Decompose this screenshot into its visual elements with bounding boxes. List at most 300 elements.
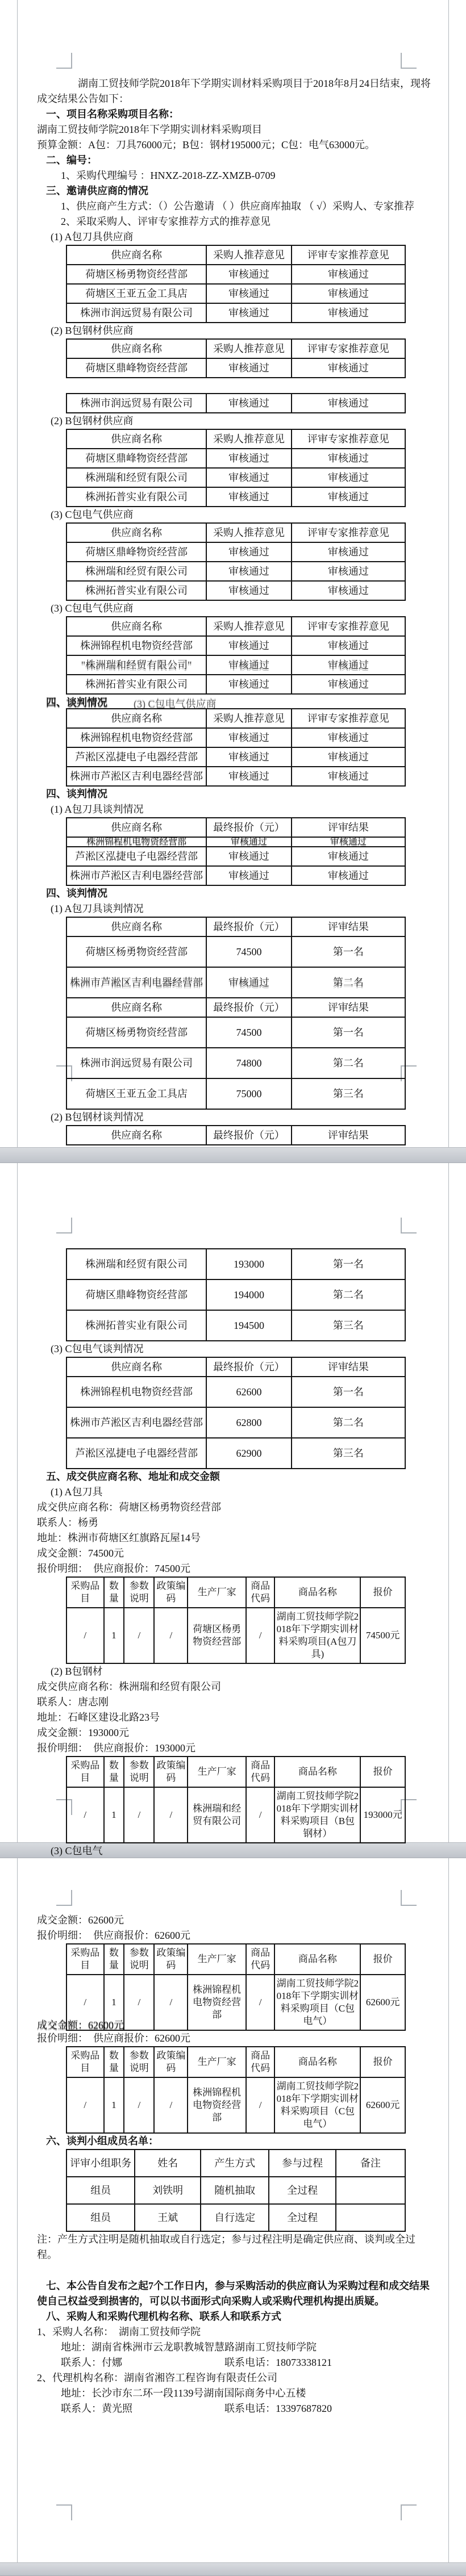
table: [66, 2046, 406, 2134]
table-row: [66, 1438, 405, 1469]
garbled-overlap-text: [37, 695, 434, 708]
table-cell: 参数说明: [124, 1757, 154, 1787]
table-cell: 荷塘区鼎峰物资经营部: [66, 449, 206, 468]
table-cell: 最终报价（元）: [206, 917, 292, 936]
table: [66, 917, 406, 1110]
table-cell: 株洲锦程机电物资经营部: [66, 636, 206, 655]
table-cell: /: [246, 1787, 275, 1843]
table-row: [66, 837, 405, 847]
paragraph: (1) A包刀具: [51, 1486, 103, 1498]
table-row: [66, 1407, 405, 1438]
table-cell: 采购品目: [66, 2047, 104, 2077]
table-cell: 株洲拓普实业有限公司: [66, 675, 206, 694]
table-row: [66, 394, 405, 413]
spacer: [37, 2263, 434, 2278]
table-cell: 供应商名称: [66, 1126, 206, 1145]
table-cell: 审核通过: [206, 265, 292, 284]
garbled-text: 成交金额：62600元: [37, 2019, 124, 2031]
table-cell: 评审小组职务: [66, 2150, 135, 2177]
table-cell: 王斌: [135, 2204, 201, 2231]
table-cell: 株洲瑞和经贸有限公司: [66, 468, 206, 487]
table-header-row: [66, 429, 405, 449]
table-cell: 株洲锦程机电物资经营部: [66, 837, 206, 847]
paragraph: (1) A包刀具谈判情况: [51, 903, 144, 914]
table-cell: 审核通过: [206, 303, 292, 323]
table-cell: 审核通过: [292, 747, 405, 767]
table-cell: 株洲锦程机电物资经营部: [66, 1377, 206, 1407]
table-cell: 荷塘区杨勇物资经营部: [188, 1608, 246, 1663]
table-cell: 湖南工贸技师学院2018年下学期实训材料采购项目（C包电气）: [274, 2077, 360, 2133]
table-cell: 评审专家推荐意见: [292, 523, 405, 542]
table-cell: 审核通过: [206, 675, 292, 694]
table-cell: 湖南工贸技师学院2018年下学期实训材料采购项目（B包钢材）: [274, 1787, 360, 1843]
table-row: [66, 468, 405, 487]
table-row: [66, 1608, 405, 1663]
table-header-row: [66, 1944, 405, 1975]
table-header-row: [66, 1126, 405, 1145]
table-cell: 审核通过: [206, 581, 292, 600]
table-row: [66, 303, 405, 323]
paragraph: 成交供应商名称：荷塘区杨勇物资经营部: [37, 1502, 221, 1513]
document-page-1: [17, 0, 449, 1147]
paragraph: 成交供应商名称：株洲瑞和经贸有限公司: [37, 1681, 221, 1692]
table-cell: 审核通过: [206, 468, 292, 487]
table-cell: 参数说明: [124, 1944, 154, 1975]
table-cell: 评审结果: [292, 818, 405, 837]
table-cell: 采购人推荐意见: [206, 709, 292, 728]
table-cell: 62600: [206, 1377, 292, 1407]
table-cell: 株洲拓普实业有限公司: [66, 581, 206, 600]
table-cell: 数量: [104, 1757, 124, 1787]
table-row: [66, 358, 405, 378]
table-cell: 报价: [360, 2047, 405, 2077]
spacer: [37, 378, 434, 393]
paragraph: 成交金额：193000元: [37, 1727, 129, 1738]
table-cell: 报价: [360, 1757, 405, 1787]
table: [66, 1756, 406, 1843]
table-cell: 最终报价（元）: [206, 1126, 292, 1145]
table-row: [66, 2077, 405, 2133]
table-cell: 审核通过: [292, 847, 405, 866]
table-cell: 审核通过: [292, 581, 405, 600]
section-heading: 六、谈判小组成员名单：: [46, 2135, 159, 2147]
table: [66, 1125, 406, 1145]
table-cell: 芦淞区泓捷电子电器经营部: [66, 747, 206, 767]
table-cell: 审核通过: [206, 837, 292, 847]
table-cell: 62800: [206, 1407, 292, 1438]
table-cell: 数量: [104, 1944, 124, 1975]
table-cell: 供应商名称: [66, 917, 206, 936]
table-cell: 第一名: [292, 1249, 405, 1279]
paragraph: (3) C包电气: [51, 1845, 103, 1856]
table-row: [66, 1078, 405, 1109]
table-row: [66, 265, 405, 284]
table-cell: 审核通过: [292, 562, 405, 581]
paragraph: 湖南工贸技师学院2018年下学期实训材料采购项目于2018年8月24日结束，现将成交结果公告如下：: [37, 78, 431, 104]
table-row: [66, 728, 405, 747]
table: [66, 616, 406, 695]
table-cell: 商品代码: [246, 1577, 275, 1608]
table-cell: 荷塘区王亚五金工具店: [66, 284, 206, 303]
paragraph: (2) B包钢材供应商: [51, 415, 134, 426]
table-cell: 审核通过: [206, 284, 292, 303]
table-cell: 生产厂家: [188, 2047, 246, 2077]
table-cell: 株洲瑞和经贸有限公司: [66, 1249, 206, 1279]
table-cell: 审核通过: [292, 837, 405, 847]
table-cell: 株洲市芦淞区吉利电器经营部: [66, 866, 206, 885]
section-heading: 五、成交供应商名称、地址和成交金额: [46, 1471, 220, 1482]
table-cell: 审核通过: [206, 767, 292, 786]
table-cell: 供应商名称: [66, 339, 206, 358]
table-cell: 74500: [206, 1017, 292, 1048]
paragraph: 1、采购人名称： 湖南工贸技师学院: [37, 2326, 201, 2337]
table-cell: 74800: [206, 1048, 292, 1078]
table-cell: 生产厂家: [188, 1757, 246, 1787]
table-cell: 62600元: [360, 1975, 405, 2030]
table-cell: 第一名: [292, 936, 405, 967]
paragraph: 地址：长沙市东二环一段1139号湖南国际商务中心五楼: [61, 2387, 306, 2399]
table: [66, 708, 406, 787]
page-3-content: [18, 1858, 448, 2416]
paragraph: 成交金额：74500元: [37, 1548, 124, 1559]
table: [66, 338, 406, 378]
table-cell: 75000: [206, 1078, 292, 1109]
section-heading: 八、采购人和采购代理机构名称、联系人和联系方式: [46, 2311, 281, 2322]
table-cell: /: [66, 1608, 104, 1663]
table-cell: 组员: [66, 2204, 135, 2231]
table-row: [66, 542, 405, 562]
table-cell: 组员: [66, 2177, 135, 2204]
table-row: [66, 1017, 405, 1048]
paragraph: 湖南工贸技师学院2018年下学期实训材料采购项目: [37, 124, 262, 135]
table-cell: 审核通过: [206, 562, 292, 581]
table-cell: /: [124, 2077, 154, 2133]
table-cell: 湖南工贸技师学院2018年下学期实训材料采购项目（C包电气）: [274, 1975, 360, 2030]
table-cell: 1: [104, 2077, 124, 2133]
table-cell: 采购品目: [66, 1577, 104, 1608]
section-heading: 二、编号：: [46, 154, 97, 166]
table-cell: 株洲锦程机电物资经营部: [188, 1975, 246, 2030]
table-cell: 商品代码: [246, 2047, 275, 2077]
table-cell: 审核通过: [206, 747, 292, 767]
table-cell: [336, 2177, 405, 2204]
table-cell: 供应商名称: [66, 429, 206, 449]
table-row: [66, 1310, 405, 1341]
table-cell: 商品代码: [246, 1757, 275, 1787]
table: [66, 522, 406, 601]
table-cell: 第三名: [292, 1438, 405, 1469]
paragraph: 联系人：杨勇: [37, 1517, 98, 1528]
table-cell: 株洲市芦淞区吉利电器经营部: [66, 1407, 206, 1438]
table-row: [66, 767, 405, 786]
table-cell: 株洲锦程机电物资经营部: [188, 2077, 246, 2133]
table: [66, 393, 406, 413]
page-separator: [0, 1147, 466, 1163]
table-header-row: [66, 1357, 405, 1377]
table-cell: 政策编码: [154, 1944, 188, 1975]
table-cell: 荷塘区杨勇物资经营部: [66, 936, 206, 967]
table-row: [66, 449, 405, 468]
table-cell: 商品名称: [274, 1757, 360, 1787]
table-cell: 评审专家推荐意见: [292, 709, 405, 728]
table-cell: 荷塘区杨勇物资经营部: [66, 265, 206, 284]
table-cell: 1: [104, 1787, 124, 1843]
paragraph: 1、供应商产生方式：（）公告邀请 （ ）供应商库抽取 （ √）采购人、专家推荐: [61, 200, 414, 212]
paragraph: 2、代理机构名称：湖南省湘咨工程咨询有限责任公司: [37, 2372, 277, 2383]
paragraph: 地址：石峰区建设北路23号: [37, 1712, 160, 1723]
table-cell: 全过程: [269, 2177, 335, 2204]
table-cell: 株洲瑞和经贸有限公司: [66, 562, 206, 581]
table-cell: 审核通过: [292, 358, 405, 378]
table-cell: 62600元: [360, 2077, 405, 2133]
table-cell: 株洲市芦淞区吉利电器经营部: [66, 967, 206, 998]
table-cell: 审核通过: [292, 636, 405, 655]
table: [66, 2149, 406, 2232]
table-row: [66, 1787, 405, 1843]
table-cell: 荷塘区鼎峰物资经营部: [66, 1279, 206, 1310]
paragraph: 地址：株洲市荷塘区红旗路瓦屋14号: [37, 1532, 201, 1544]
table-cell: 审核通过: [206, 636, 292, 655]
table-cell: 审核通过: [206, 449, 292, 468]
paragraph: (3) C包电气供应商: [51, 603, 134, 614]
table-cell: 审核通过: [292, 675, 405, 694]
table-cell: /: [124, 1608, 154, 1663]
table-cell: 1: [104, 1608, 124, 1663]
page-separator: [0, 2562, 466, 2576]
table-cell: 供应商名称: [66, 818, 206, 837]
table-cell: 产生方式: [201, 2150, 269, 2177]
table-cell: 参数说明: [124, 2047, 154, 2077]
table-row: [66, 866, 405, 885]
table-cell: /: [246, 2077, 275, 2133]
garbled-text: 四、谈判情况: [46, 697, 107, 708]
table-cell: 审核通过: [292, 449, 405, 468]
table-cell: 评审结果: [292, 998, 405, 1017]
table-cell: /: [66, 1975, 104, 2030]
table-cell: 第一名: [292, 1017, 405, 1048]
table-cell: 自行选定: [201, 2204, 269, 2231]
table: [66, 817, 406, 886]
table-cell: 审核通过: [206, 542, 292, 562]
table-cell: 株洲市润远贸易有限公司: [66, 303, 206, 323]
section-heading: 七、本公告自发布之起7个工作日内，参与采购活动的供应商认为采购过程和成交结果使自己权益受到损害的，可以以书面形式向采购人或采购代理机构提出质疑。: [37, 2280, 430, 2307]
paragraph: 报价明细： 供应商报价：193000元: [37, 1742, 195, 1754]
table-cell: 姓名: [135, 2150, 201, 2177]
table-cell: 参与过程: [269, 2150, 335, 2177]
paragraph: 预算金额：A包：刀具76000元；B包：钢材195000元；C包：电气63000元。: [37, 139, 376, 150]
table-cell: 株洲拓普实业有限公司: [66, 487, 206, 507]
document-page-3: [17, 1858, 449, 2562]
table-cell: 评审专家推荐意见: [292, 245, 405, 265]
table-row: [66, 1279, 405, 1310]
table-cell: 审核通过: [292, 728, 405, 747]
table-cell: 湖南工贸技师学院2018年下学期实训材料采购项目(A包刀具): [274, 1608, 360, 1663]
table-cell: 荷塘区鼎峰物资经营部: [66, 542, 206, 562]
table-cell: 审核通过: [292, 265, 405, 284]
table-cell: 采购人推荐意见: [206, 245, 292, 265]
table-cell: 评审专家推荐意见: [292, 429, 405, 449]
table-row: [66, 655, 405, 675]
table-cell: 报价: [360, 1944, 405, 1975]
garbled-overlap-text: [37, 2017, 434, 2031]
paragraph: (3) C包电气谈判情况: [51, 1343, 144, 1354]
table-cell: 评审专家推荐意见: [292, 339, 405, 358]
table-cell: 供应商名称: [66, 617, 206, 636]
table-cell: 74500元: [360, 1608, 405, 1663]
table-cell: 政策编码: [154, 1757, 188, 1787]
paragraph: 注：产生方式注明是随机抽取或自行选定；参与过程注明是确定供应商、谈判或全过程。: [37, 2234, 415, 2260]
table-cell: 审核通过: [206, 866, 292, 885]
paragraph: (1) A包刀具谈判情况: [51, 804, 144, 815]
table-cell: /: [154, 2077, 188, 2133]
table-row: [66, 562, 405, 581]
table-cell: 62900: [206, 1438, 292, 1469]
table-row: [66, 2177, 405, 2204]
table-cell: 参数说明: [124, 1577, 154, 1608]
table-cell: /: [154, 1975, 188, 2030]
paragraph: (1) A包刀具供应商: [51, 231, 134, 242]
table-row: [66, 936, 405, 967]
paragraph: 联系人：唐志刚: [37, 1696, 109, 1708]
table-header-row: [66, 998, 405, 1017]
table-cell: 荷塘区杨勇物资经营部: [66, 1017, 206, 1048]
table-cell: 商品名称: [274, 1577, 360, 1608]
table-cell: 评审结果: [292, 1126, 405, 1145]
table-header-row: [66, 523, 405, 542]
table-row: [66, 2204, 405, 2231]
table-cell: 供应商名称: [66, 709, 206, 728]
page-2-content: [18, 1163, 448, 1905]
table-cell: 供应商名称: [66, 245, 206, 265]
table-cell: 194500: [206, 1310, 292, 1341]
table-cell: 第二名: [292, 1407, 405, 1438]
table-cell: 74500: [206, 936, 292, 967]
paragraph: 报价明细： 供应商报价：74500元: [37, 1563, 190, 1574]
table-cell: 商品代码: [246, 1944, 275, 1975]
table-cell: 审核通过: [206, 967, 292, 998]
table-header-row: [66, 617, 405, 636]
table-cell: 评审结果: [292, 917, 405, 936]
table-cell: 最终报价（元）: [206, 818, 292, 837]
table-row: [66, 967, 405, 998]
table-cell: 第二名: [292, 967, 405, 998]
table-header-row: [66, 245, 405, 265]
table-header-row: [66, 818, 405, 837]
table-cell: 株洲锦程机电物资经营部: [66, 728, 206, 747]
table-cell: 193000: [206, 1249, 292, 1279]
table-cell: /: [124, 1787, 154, 1843]
table-row: [66, 284, 405, 303]
paragraph: 联系人：付娜 联系电话：18073338121: [61, 2357, 332, 2368]
garbled-text: (3) C包电气供应商: [134, 699, 217, 710]
crop-mark-icon: [56, 2504, 72, 2520]
table-header-row: [66, 1577, 405, 1608]
section-heading: 一、项目名称采购项目名称：: [46, 108, 179, 120]
table-cell: 供应商名称: [66, 1357, 206, 1377]
table-cell: /: [66, 1787, 104, 1843]
table-cell: 审核通过: [292, 394, 405, 413]
table-cell: 供应商名称: [66, 523, 206, 542]
table-cell: 采购人推荐意见: [206, 429, 292, 449]
table-cell: 商品名称: [274, 2047, 360, 2077]
table-cell: 审核通过: [292, 468, 405, 487]
table-cell: 采购人推荐意见: [206, 523, 292, 542]
section-heading: 三、邀请供应商的情况: [46, 185, 148, 196]
table-row: [66, 1249, 405, 1279]
table-cell: 生产厂家: [188, 1944, 246, 1975]
table-cell: 报价: [360, 1577, 405, 1608]
table-cell: 193000元: [360, 1787, 405, 1843]
table-cell: 第二名: [292, 1279, 405, 1310]
paragraph: (2) B包钢材: [51, 1666, 103, 1677]
document-page-2: [17, 1163, 449, 1856]
table-cell: 第三名: [292, 1310, 405, 1341]
table-cell: /: [246, 1608, 275, 1663]
table-header-row: [66, 2047, 405, 2077]
table-cell: 审核通过: [292, 542, 405, 562]
paragraph: 报价明细： 供应商报价：62600元: [37, 2033, 190, 2044]
table: [66, 1357, 406, 1469]
table-header-row: [66, 917, 405, 936]
table-cell: 最终报价（元）: [206, 998, 292, 1017]
table: [66, 429, 406, 507]
table-row: [66, 1377, 405, 1407]
table-cell: [336, 2204, 405, 2231]
table-cell: 审核通过: [206, 847, 292, 866]
paragraph: 2、采取采购人、评审专家推荐方式的推荐意见: [61, 216, 271, 227]
table-cell: 第三名: [292, 1078, 405, 1109]
paragraph: (3) C包电气供应商: [51, 509, 134, 520]
table-row: [66, 487, 405, 507]
table-cell: /: [246, 1975, 275, 2030]
table-cell: 审核通过: [206, 358, 292, 378]
table-cell: 荷塘区鼎峰物资经营部: [66, 358, 206, 378]
table-header-row: [66, 339, 405, 358]
table-cell: 供应商名称: [66, 998, 206, 1017]
table-cell: 芦淞区泓捷电子电器经营部: [66, 1438, 206, 1469]
table-cell: 随机抽取: [201, 2177, 269, 2204]
page-1-content: [18, 0, 448, 1145]
paragraph: (2) B包钢材供应商: [51, 325, 134, 336]
table-cell: 审核通过: [292, 284, 405, 303]
section-heading: 四、谈判情况: [46, 788, 107, 800]
table-cell: "株洲瑞和经贸有限公司": [66, 655, 206, 675]
table-cell: /: [154, 1608, 188, 1663]
table-cell: 采购品目: [66, 1757, 104, 1787]
table-cell: 采购品目: [66, 1944, 104, 1975]
table-cell: 株洲市润远贸易有限公司: [66, 394, 206, 413]
table-cell: 审核通过: [292, 487, 405, 507]
table-cell: 194000: [206, 1279, 292, 1310]
table-cell: 审核通过: [292, 767, 405, 786]
paragraph: 联系人：黄光照 联系电话：13397687820: [61, 2403, 332, 2414]
table: [66, 1248, 406, 1341]
table-cell: 荷塘区王亚五金工具店: [66, 1078, 206, 1109]
table-cell: 株洲拓普实业有限公司: [66, 1310, 206, 1341]
table-cell: 采购人推荐意见: [206, 339, 292, 358]
table-cell: 评审专家推荐意见: [292, 617, 405, 636]
table-cell: 审核通过: [292, 655, 405, 675]
table-cell: 株洲市芦淞区吉利电器经营部: [66, 767, 206, 786]
table-cell: 株洲市润远贸易有限公司: [66, 1048, 206, 1078]
table-cell: 备注: [336, 2150, 405, 2177]
paragraph: 1、采购代理编号 ：HNXZ-2018-ZZ-XMZB-0709: [61, 170, 276, 181]
table: [66, 1576, 406, 1664]
table-row: [66, 847, 405, 866]
paragraph: 报价明细： 供应商报价：62600元: [37, 1930, 190, 1941]
table-cell: 政策编码: [154, 1577, 188, 1608]
table-cell: 审核通过: [206, 394, 292, 413]
